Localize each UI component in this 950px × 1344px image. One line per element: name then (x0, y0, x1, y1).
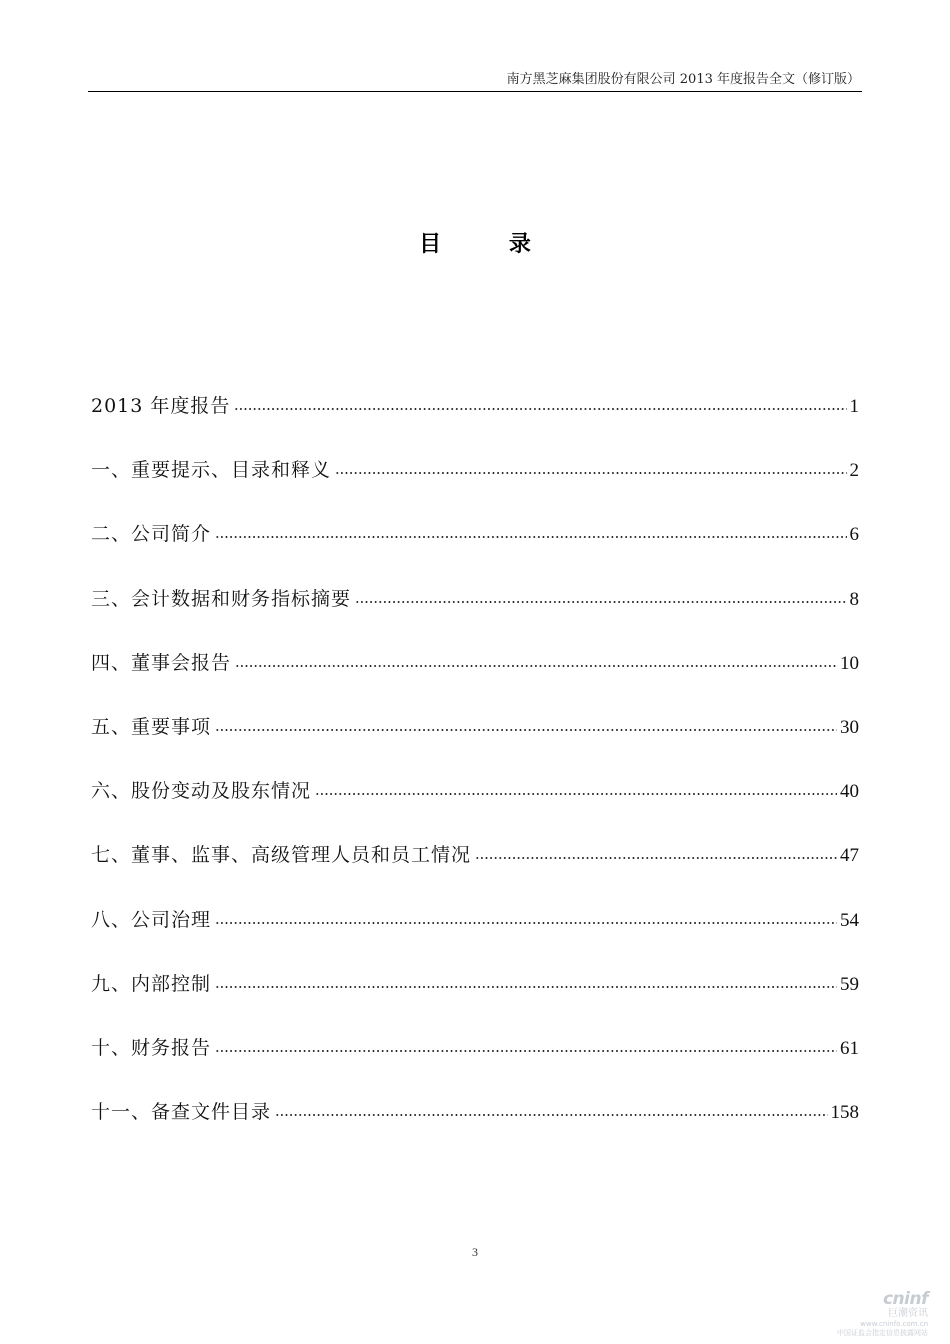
toc-entry-page: 158 (830, 1102, 859, 1124)
toc-title: 目 录 (419, 232, 561, 257)
toc-leader-dots (215, 986, 837, 988)
page-number: 3 (472, 1245, 478, 1259)
toc-leader-dots (475, 857, 837, 859)
toc-entry-label: 四、董事会报告 (91, 651, 232, 674)
toc-entry[interactable] (91, 649, 859, 713)
toc-entry[interactable] (91, 456, 859, 520)
toc-entry-label: 七、董事、监事、高级管理人员和员工情况 (91, 844, 472, 867)
header-rule (88, 91, 862, 92)
toc-list (91, 392, 859, 1162)
toc-entry-label: 二、公司简介 (91, 523, 212, 546)
toc-leader-dots (215, 922, 837, 924)
toc-leader-dots (355, 601, 846, 603)
toc-leader-dots (335, 472, 846, 474)
toc-entry-page: 30 (840, 716, 859, 738)
toc-entry[interactable] (91, 1034, 859, 1098)
toc-entry-label: 五、重要事项 (91, 715, 212, 738)
toc-leader-dots (275, 1114, 827, 1116)
toc-entry[interactable] (91, 585, 859, 649)
toc-entry-label: 六、股份变动及股东情况 (91, 780, 312, 803)
cninfo-url: www.cninfo.com.cn (860, 1320, 928, 1328)
cninfo-logo: cninf (882, 1289, 928, 1309)
toc-entry-page: 47 (840, 845, 859, 867)
toc-entry-page: 61 (840, 1037, 859, 1059)
toc-entry-label: 2013 年度报告 (91, 395, 231, 417)
toc-entry[interactable] (91, 906, 859, 970)
toc-leader-dots (215, 536, 846, 538)
toc-entry-label: 八、公司治理 (91, 908, 212, 931)
toc-leader-dots (234, 408, 846, 410)
toc-leader-dots (215, 729, 837, 731)
toc-entry[interactable] (91, 392, 859, 456)
running-header: 南方黑芝麻集团股份有限公司 2013 年度报告全文（修订版） (506, 72, 860, 87)
toc-leader-dots (315, 793, 837, 795)
toc-entry-page: 59 (840, 973, 859, 995)
toc-entry-page: 6 (849, 524, 859, 546)
toc-entry-label: 十一、备查文件目录 (91, 1101, 272, 1124)
toc-leader-dots (235, 665, 837, 667)
toc-entry-page: 10 (840, 652, 859, 674)
toc-entry-label: 九、内部控制 (91, 972, 212, 995)
toc-entry[interactable] (91, 777, 859, 841)
toc-entry-label: 一、重要提示、目录和释义 (91, 459, 332, 482)
cninfo-cn-name: 巨潮资讯 (888, 1308, 928, 1319)
toc-entry[interactable] (91, 841, 859, 905)
toc-entry-label: 十、财务报告 (91, 1036, 212, 1059)
toc-entry-page: 40 (840, 781, 859, 803)
cninfo-org: 中国证监会指定信息披露网站 (837, 1329, 928, 1337)
toc-entry-page: 1 (849, 396, 859, 417)
toc-entry-page: 54 (840, 909, 859, 931)
toc-entry[interactable] (91, 713, 859, 777)
toc-entry[interactable] (91, 1098, 859, 1162)
toc-entry-page: 8 (849, 588, 859, 610)
cninfo-watermark (818, 1290, 928, 1338)
toc-entry[interactable] (91, 520, 859, 584)
toc-entry[interactable] (91, 970, 859, 1034)
toc-entry-page: 2 (849, 460, 859, 482)
toc-leader-dots (215, 1050, 837, 1052)
toc-entry-label: 三、会计数据和财务指标摘要 (91, 587, 352, 610)
